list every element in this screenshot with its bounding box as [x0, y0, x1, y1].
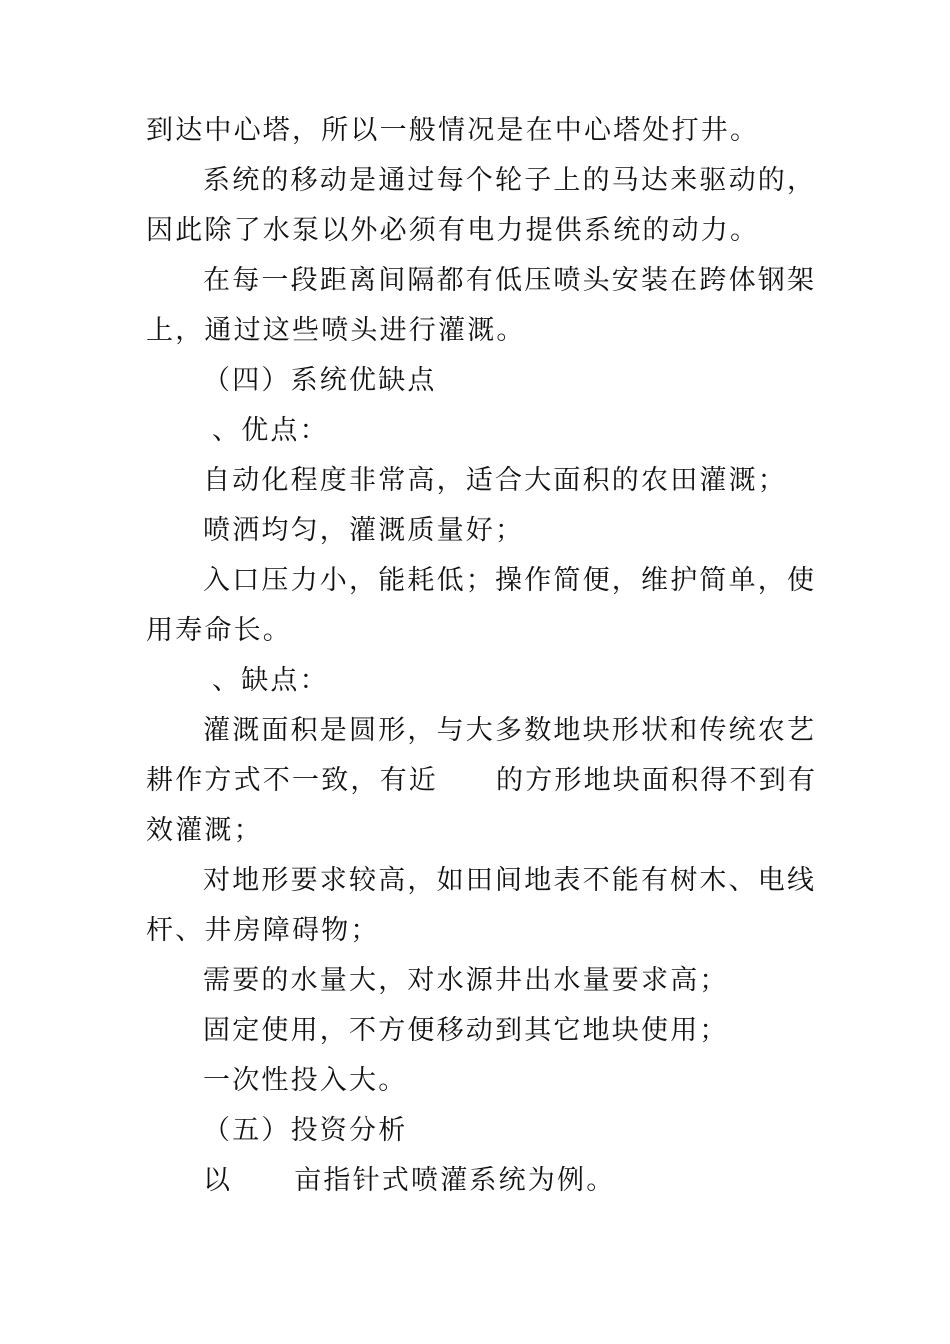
list-item: 固定使用，不方便移动到其它地块使用； — [203, 1015, 729, 1046]
list-item: 灌溉面积是圆形，与大多数地块形状和传统农艺 — [203, 715, 817, 746]
subsection-heading: 、优点： — [212, 415, 329, 446]
text-fragment: 以 — [203, 1165, 233, 1196]
text-fragment: 亩指针式喷灌系统为例。 — [294, 1165, 616, 1196]
document-body — [146, 106, 818, 1206]
list-item: 需要的水量大，对水源井出水量要求高； — [203, 965, 729, 996]
list-item: 入口压力小，能耗低；操作简便，维护简单，使 — [203, 565, 817, 596]
text-fragment: 耕作方式不一致，有近 — [146, 765, 438, 796]
paragraph-line: 在每一段距离间隔都有低压喷头安装在跨体钢架 — [203, 265, 817, 296]
list-item: 一次性投入大。 — [203, 1065, 408, 1096]
list-item-continuation: 效灌溉； — [146, 815, 263, 846]
list-item-continuation — [146, 756, 818, 806]
text-fragment: 的方形地块面积得不到有 — [496, 765, 818, 796]
paragraph-line: 因此除了水泵以外必须有电力提供系统的动力。 — [146, 215, 760, 246]
subsection-heading: 、缺点： — [212, 665, 329, 696]
list-item-continuation: 杆、井房障碍物； — [146, 915, 380, 946]
section-heading: （四）系统优缺点 — [203, 365, 437, 396]
paragraph-line: 系统的移动是通过每个轮子上的马达来驱动的， — [203, 165, 817, 196]
list-item: 对地形要求较高，如田间地表不能有树木、电线 — [203, 865, 817, 896]
list-item: 喷洒均匀，灌溉质量好； — [203, 515, 525, 546]
list-item: 自动化程度非常高，适合大面积的农田灌溉； — [203, 465, 787, 496]
section-heading: （五）投资分析 — [203, 1115, 408, 1146]
paragraph-line — [146, 1156, 808, 1206]
paragraph-line: 上，通过这些喷头进行灌溉。 — [146, 315, 526, 346]
paragraph-line: 到达中心塔，所以一般情况是在中心塔处打井。 — [146, 115, 760, 146]
list-item-continuation: 用寿命长。 — [146, 615, 292, 646]
